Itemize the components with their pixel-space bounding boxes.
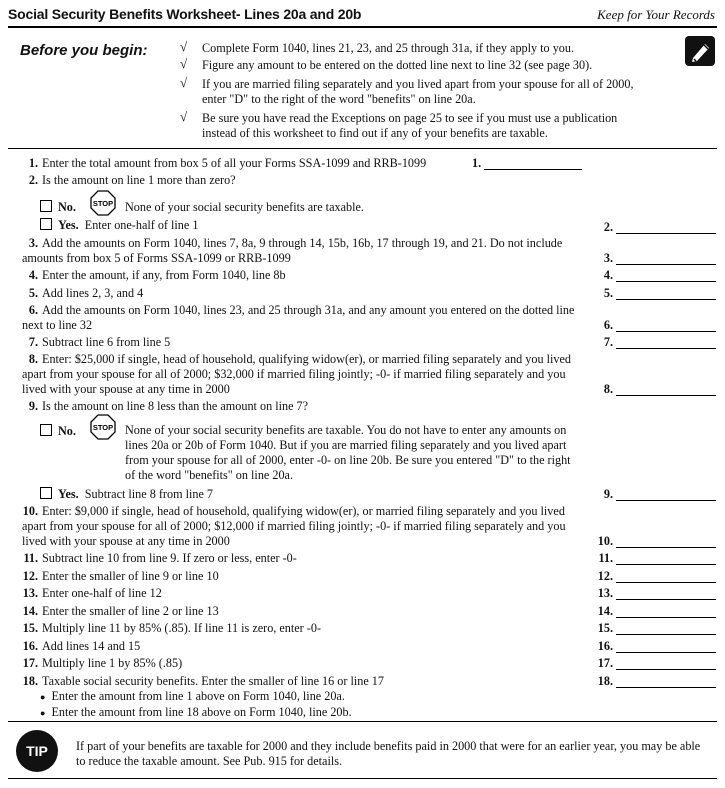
line-17-number: 17. — [597, 656, 613, 670]
line-4: 4. Enter the amount, if any, from Form 1040, line 8b — [28, 268, 286, 282]
line-2: 2. Is the amount on line 1 more than zero? — [28, 173, 236, 187]
svg-text:STOP: STOP — [92, 423, 114, 432]
line-9-number: 9. — [603, 487, 613, 501]
line-5-entry[interactable] — [616, 299, 716, 300]
line-14-number: 14. — [597, 604, 613, 618]
line-2-no-text: None of your social security benefits are taxable. — [125, 200, 364, 214]
line-5: 5. Add lines 2, 3, and 4 — [28, 286, 144, 300]
line-15-number: 15. — [597, 621, 613, 635]
pencil-icon — [685, 36, 715, 66]
line-2-yes-checkbox[interactable] — [40, 218, 52, 230]
line-9-yes: Yes. Subtract line 8 from line 7 — [40, 487, 213, 502]
line-9-no-checkbox[interactable] — [40, 424, 52, 436]
line-7-entry[interactable] — [616, 348, 716, 349]
line-9: 9. Is the amount on line 8 less than the amount on line 7? — [28, 399, 309, 413]
line-9-no: No. — [40, 424, 76, 439]
line-13-entry[interactable] — [616, 599, 716, 600]
line-3: 3. Add the amounts on Form 1040, lines 7, 8a, 9 through 14, 15b, 16b, 17 through 19, and 21. Do not include amounts from box 5 of Forms SSA-1099 or RRB-1099 — [22, 236, 563, 265]
line-13: 13. Enter one-half of line 12 — [22, 586, 162, 600]
line-9-entry[interactable] — [616, 500, 716, 501]
line-6: 6. Add the amounts on Form 1040, lines 23, and 25 through 31a, and any amount you entered on the dotted line next to line 32 — [22, 303, 575, 332]
line-2-no: No. — [40, 200, 76, 215]
line-12-number: 12. — [597, 569, 613, 583]
check-mark-icon: √ — [180, 75, 188, 90]
byb-item-3: If you are married filing separately and you lived apart from your spouse for all of 2000, enter "D" to the right of the word "benefits" on line 20a. — [202, 77, 634, 106]
line-17: 17. Multiply line 1 by 85% (.85) — [22, 656, 183, 670]
line-3-entry[interactable] — [616, 264, 716, 265]
line-16-entry[interactable] — [616, 652, 716, 653]
line-1-number: 1. — [472, 156, 482, 170]
tip-badge-icon: TIP — [16, 730, 58, 772]
keep-for-records-note: Keep for Your Records — [597, 7, 715, 22]
line-18-number: 18. — [597, 674, 613, 688]
line-8-entry[interactable] — [616, 395, 716, 396]
stop-sign-icon — [90, 414, 116, 440]
line-18-bullet-1: ● Enter the amount from line 1 above on Form 1040, line 20a. — [40, 689, 345, 703]
line-18-bullet-2: ● Enter the amount from line 18 above on Form 1040, line 20b. — [40, 705, 352, 719]
line-12-entry[interactable] — [616, 582, 716, 583]
line-15: 15. Multiply line 11 by 85% (.85). If line 11 is zero, enter -0- — [22, 621, 322, 635]
worksheet-title: Social Security Benefits Worksheet- Lines 20a and 20b — [8, 6, 362, 22]
line-12: 12. Enter the smaller of line 9 or line 10 — [22, 569, 219, 583]
before-you-begin-title: Before you begin: — [20, 42, 148, 59]
line-8: 8. Enter: $25,000 if single, head of household, qualifying widow(er), or married filing separately and you lived apart from your spouse for all of 2000; $32,000 if married filing jointly; -0- if married filing separately and you lived with your spouse at any time in 2000 — [22, 352, 572, 396]
line-4-entry[interactable] — [616, 281, 716, 282]
line-6-entry[interactable] — [616, 331, 716, 332]
line-4-number: 4. — [603, 268, 613, 282]
line-15-entry[interactable] — [616, 634, 716, 635]
line-8-number: 8. — [603, 382, 613, 396]
line-14-entry[interactable] — [616, 617, 716, 618]
check-mark-icon: √ — [180, 56, 188, 71]
line-10: 10. Enter: $9,000 if single, head of household, qualifying widow(er), or married filing separately and you lived apart from your spouse for all of 2000; $12,000 if married filing jointly; -0- if married filing separately and you lived with your spouse at any time in 2000 — [22, 504, 566, 548]
line-1-entry[interactable] — [484, 169, 582, 170]
byb-item-2: Figure any amount to be entered on the dotted line next to line 32 (see page 30). — [202, 58, 593, 72]
line-1: 1. Enter the total amount from box 5 of all your Forms SSA-1099 and RRB-1099 — [28, 156, 427, 170]
line-5-number: 5. — [603, 286, 613, 300]
tip-divider — [8, 721, 717, 722]
before-you-begin-box — [8, 26, 717, 149]
line-9-no-text: None of your social security benefits are taxable. You do not have to enter any amounts on lines 20a or 20b of Form 1040. But if you are married filing separately and you lived apart from your spouse for all of 2000, enter -0- on line 20b. Be sure you entered "D" to the right of the word "benefits" on line 20a. — [125, 423, 571, 482]
line-2-number: 2. — [603, 220, 613, 234]
line-13-number: 13. — [597, 586, 613, 600]
line-10-entry[interactable] — [616, 547, 716, 548]
line-18: 18. Taxable social security benefits. Enter the smaller of line 16 or line 17 — [22, 674, 384, 688]
line-11-entry[interactable] — [616, 564, 716, 565]
line-3-number: 3. — [603, 251, 613, 265]
line-9-yes-checkbox[interactable] — [40, 487, 52, 499]
line-7-number: 7. — [603, 335, 613, 349]
line-16-number: 16. — [597, 639, 613, 653]
line-2-entry[interactable] — [616, 233, 716, 234]
check-mark-icon: √ — [180, 109, 188, 124]
check-mark-icon: √ — [180, 39, 188, 54]
byb-item-4: Be sure you have read the Exceptions on page 25 to see if you must use a publication instead of this worksheet to find out if any of your benefits are taxable. — [202, 111, 618, 140]
line-18-entry[interactable] — [616, 687, 716, 688]
line-17-entry[interactable] — [616, 669, 716, 670]
line-2-yes: Yes. Enter one-half of line 1 — [40, 218, 198, 233]
svg-text:STOP: STOP — [92, 199, 114, 208]
tip-text: If part of your benefits are taxable for 2000 and they include benefits paid in 2000 that were for an earlier year, you may be able to reduce the taxable amount. See Pub. 915 for details. — [76, 739, 701, 768]
stop-sign-icon — [90, 190, 116, 216]
line-2-no-checkbox[interactable] — [40, 200, 52, 212]
line-11-number: 11. — [598, 551, 613, 565]
line-16: 16. Add lines 14 and 15 — [22, 639, 141, 653]
line-6-number: 6. — [603, 318, 613, 332]
line-14: 14. Enter the smaller of line 2 or line 13 — [22, 604, 219, 618]
line-10-number: 10. — [597, 534, 613, 548]
byb-item-1: Complete Form 1040, lines 21, 23, and 25 through 31a, if they apply to you. — [202, 41, 575, 55]
line-7: 7. Subtract line 6 from line 5 — [28, 335, 171, 349]
line-11: 11. Subtract line 10 from line 9. If zero or less, enter -0- — [23, 551, 297, 565]
